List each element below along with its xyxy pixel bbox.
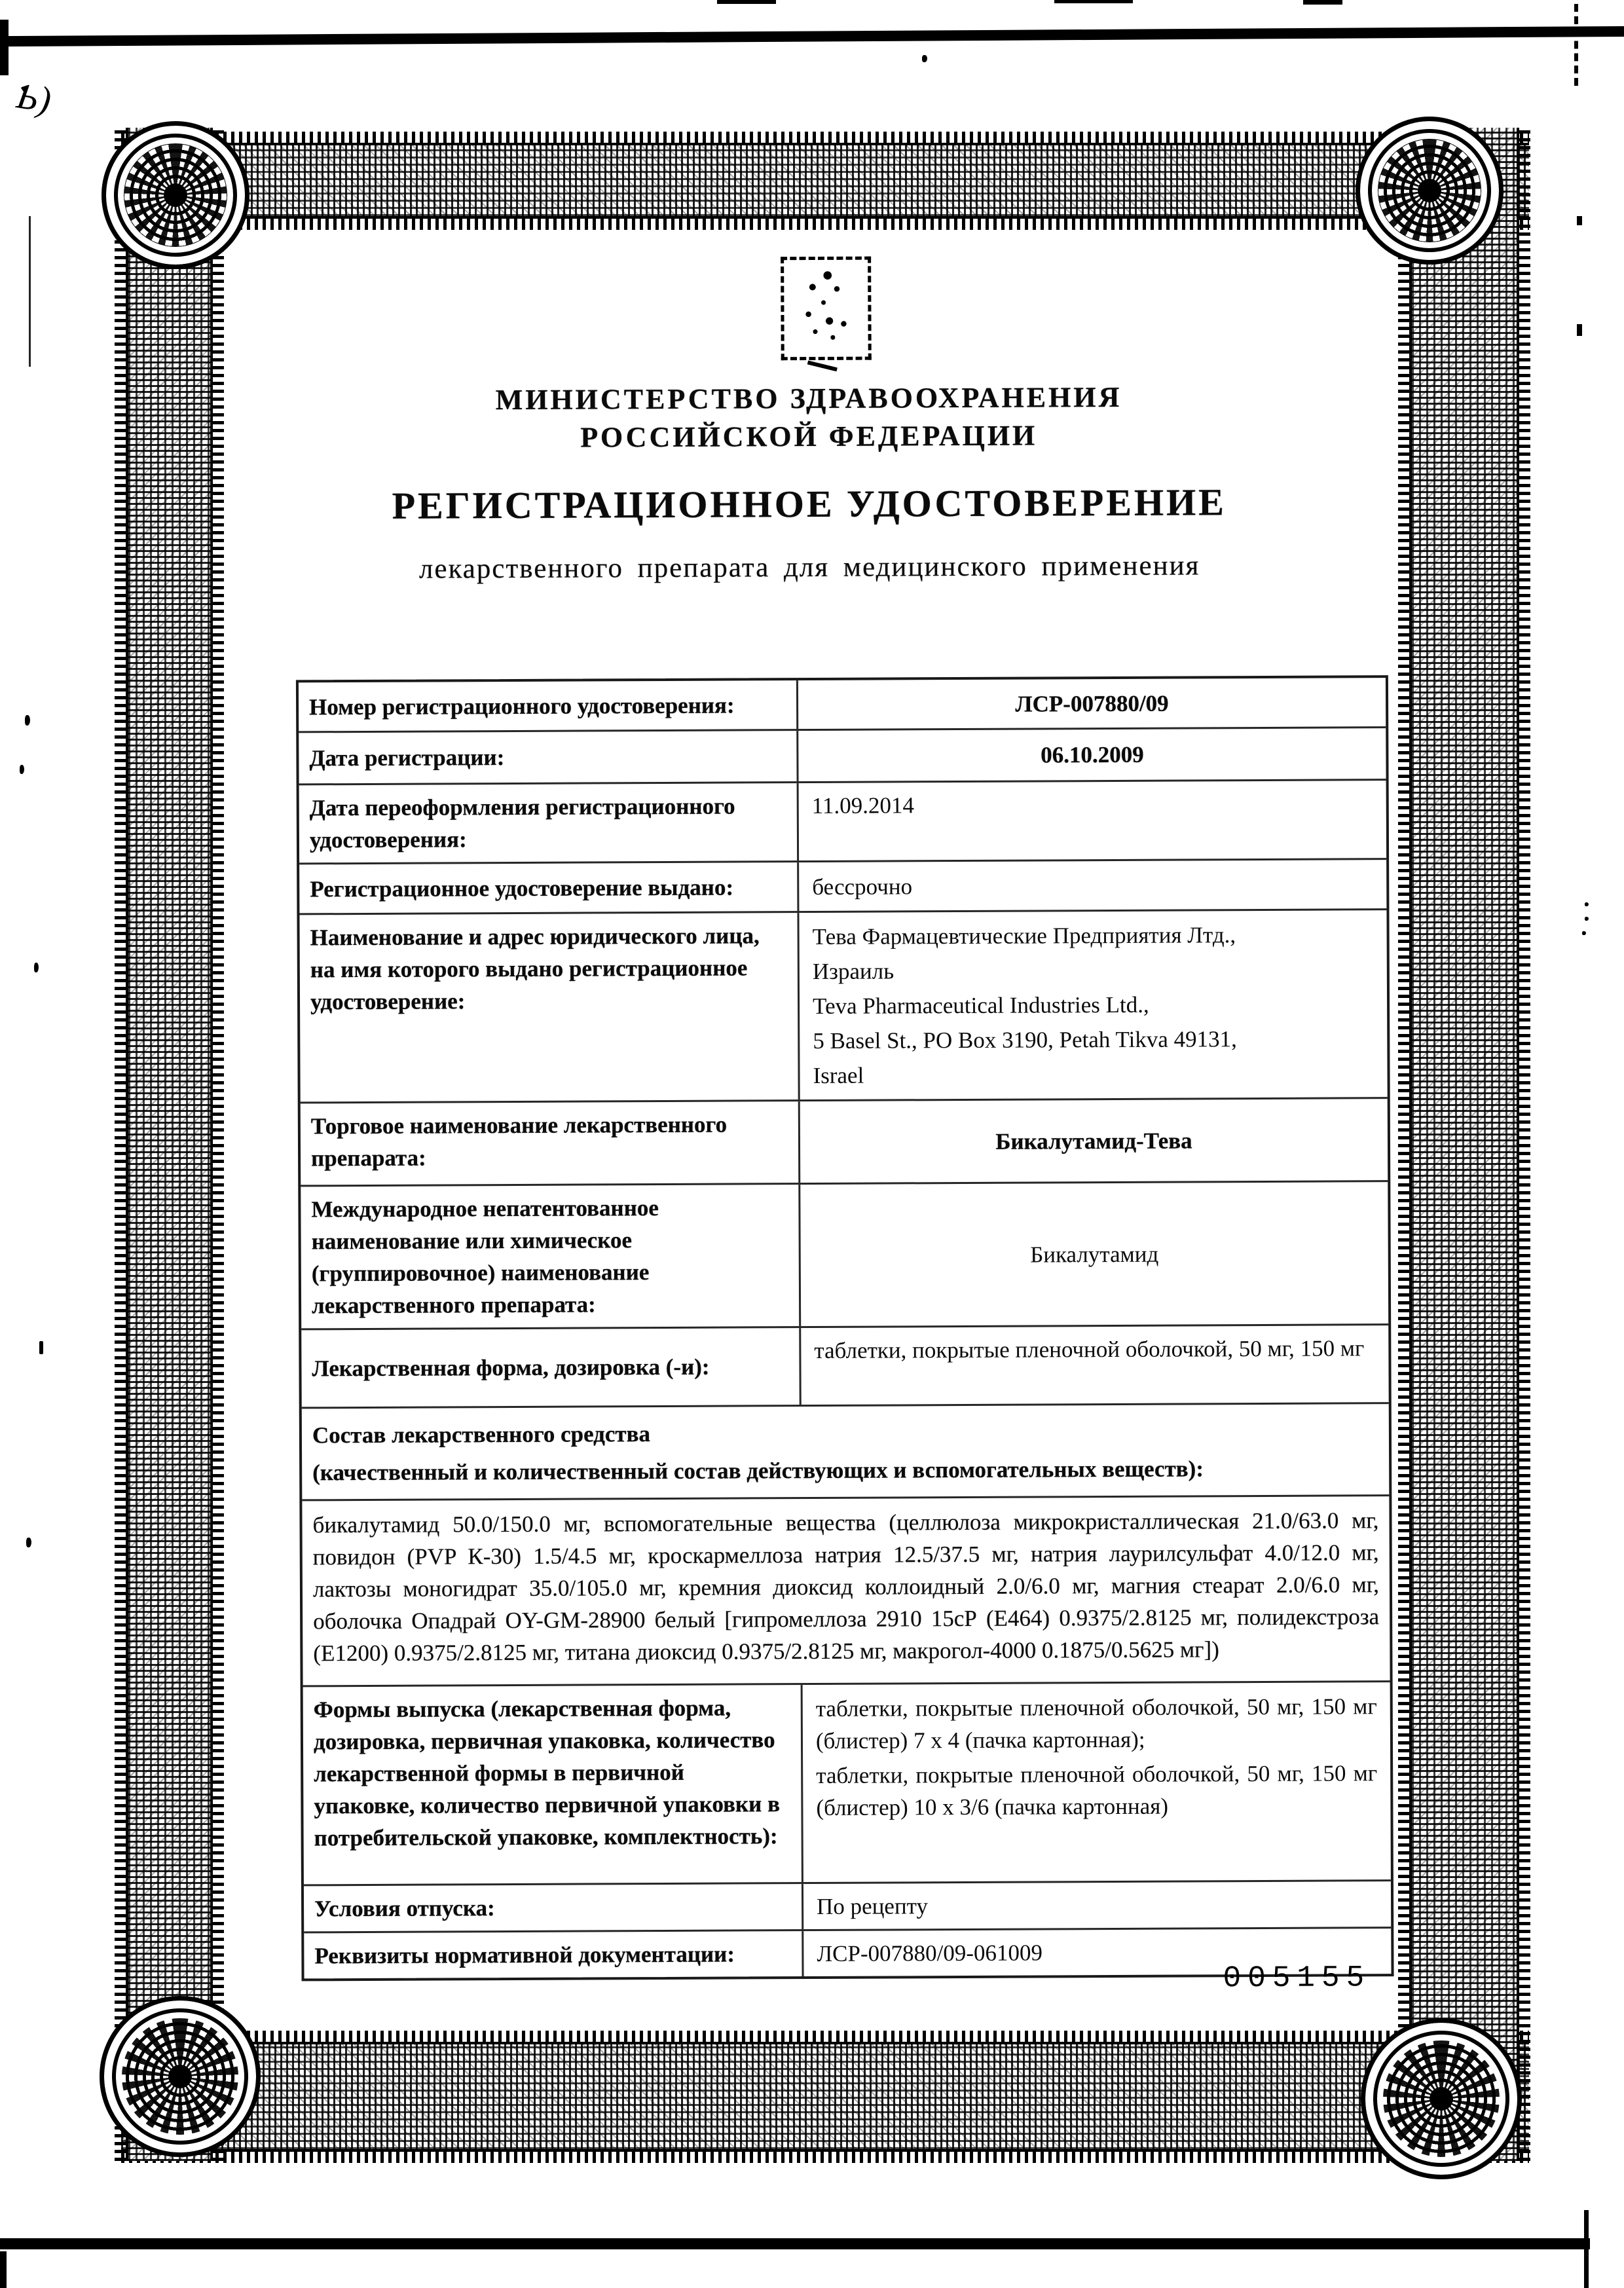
row-label: Дата переоформления регистрационного удостоверения: — [299, 783, 800, 862]
row-label: Торговое наименование лекарственного препарата: — [301, 1101, 801, 1185]
table-row-dispensing-conditions — [304, 1879, 1391, 1931]
registration-table — [296, 675, 1394, 1981]
table-row-registration-date — [299, 726, 1386, 783]
composition-paragraph: бикалутамид 50.0/150.0 мг, вспомогательные вещества (целлюлоза микрокристаллическая 21.0/63.0 мг, повидон (PVP К-30) 1.5/4.5 мг, кроскармеллоза натрия 12.5/37.5 мг, натрия лаурилсульфат 4.0/12.0 мг, лактозы моногидрат 35.0/105.0 мг, кремния диоксид коллоидный 2.0/6.0 мг, магния стеарат 2.0/6.0 мг, оболочка Опадрай OY-GM-28900 белый [гипромеллоза 2910 15сР (Е464) 0.9375/2.8125 мг, полидекстроза (Е1200) 0.9375/2.8125 мг, титана диоксид 0.9375/2.8125 мг, макрогол-4000 0.1875/0.5625 мг]) — [312, 1507, 1380, 1667]
value-line: Teva Pharmaceutical Industries Ltd., — [812, 991, 1149, 1019]
table-row-composition-heading — [302, 1402, 1390, 1499]
row-value: Бикалутамид-Тева — [995, 1127, 1192, 1154]
value-line: Israel — [813, 1062, 864, 1088]
value-line: таблетки, покрытые пленочной оболочкой, 50 мг, 150 мг (блистер) 10 х 3/6 (пачка картонная) — [816, 1760, 1378, 1820]
section-heading-line1: Состав лекарственного средства — [312, 1421, 651, 1448]
table-row-validity — [299, 858, 1386, 913]
table-row-release-forms — [303, 1680, 1391, 1884]
row-label: Реквизиты нормативной документации: — [304, 1931, 803, 1978]
row-value — [799, 910, 1387, 1099]
table-row-trade-name — [301, 1097, 1388, 1185]
value-line: Израиль — [812, 958, 895, 984]
table-row-legal-entity — [299, 908, 1387, 1101]
table-row-composition-text — [302, 1494, 1390, 1685]
value-line: Тева Фармацевтические Предприятия Лтд., — [812, 922, 1236, 950]
table-row-dosage-form — [301, 1323, 1389, 1407]
value-line: 5 Basel St., PO Box 3190, Petah Tikva 49131, — [813, 1026, 1237, 1054]
row-value: таблетки, покрытые пленочной оболочкой, 50 мг, 150 мг — [814, 1335, 1365, 1363]
section-heading — [302, 1404, 1390, 1499]
section-heading-line2: (качественный и количественный состав действующих и вспомогательных веществ): — [312, 1456, 1204, 1486]
value-line: таблетки, покрытые пленочной оболочкой, 50 мг, 150 мг (блистер) 7 х 4 (пачка картонная); — [815, 1693, 1377, 1754]
table-row-inn-name — [301, 1180, 1388, 1328]
table-row-certificate-number — [299, 678, 1386, 731]
row-label: Регистрационное удостоверение выдано: — [299, 862, 799, 913]
ministry-header — [0, 377, 1621, 460]
row-value — [803, 1682, 1391, 1882]
stamp-underline-mark — [807, 361, 838, 372]
row-value: 11.09.2014 — [811, 792, 915, 819]
row-label: Дата регистрации: — [299, 731, 798, 783]
row-value: По рецепту — [816, 1893, 929, 1919]
row-value: 06.10.2009 — [1041, 741, 1144, 768]
row-label: Лекарственная форма, дозировка (-и): — [301, 1328, 802, 1407]
ministry-line1: МИНИСТЕРСТВО ЗДРАВООХРАНЕНИЯ — [495, 380, 1122, 416]
document-title: РЕГИСТРАЦИОННОЕ УДОСТОВЕРЕНИЕ — [392, 481, 1227, 527]
row-label: Формы выпуска (лекарственная форма, дозировка, первичная упаковка, количество лекарственной формы в первичной упаковке, количество первичной упаковки в потребительской упаковке, комплектность): — [303, 1685, 803, 1884]
row-value: ЛСР-007880/09 — [1015, 690, 1169, 717]
row-label: Наименование и адрес юридического лица, на имя которого выдано регистрационное удостоверение: — [299, 913, 800, 1101]
row-label: Международное непатентованное наименование или химическое (группировочное) наименование лекарственного препарата: — [301, 1185, 801, 1328]
table-row-reissue-date — [299, 779, 1387, 862]
coat-of-arms-stamp-icon — [781, 257, 872, 361]
row-value: Бикалутамид — [1030, 1241, 1159, 1268]
ministry-line2: РОССИЙСКОЙ ФЕДЕРАЦИИ — [580, 419, 1038, 454]
serial-number-stamp: 005155 — [1223, 1961, 1371, 1996]
row-value: бессрочно — [812, 873, 913, 900]
row-value: ЛСР-007880/09-061009 — [817, 1940, 1043, 1966]
handwritten-mark: Ƅ) — [14, 75, 54, 121]
document-subtitle: лекарственного препарата для медицинского применения — [418, 550, 1200, 585]
row-label: Номер регистрационного удостоверения: — [299, 680, 798, 731]
row-label: Условия отпуска: — [304, 1884, 803, 1931]
